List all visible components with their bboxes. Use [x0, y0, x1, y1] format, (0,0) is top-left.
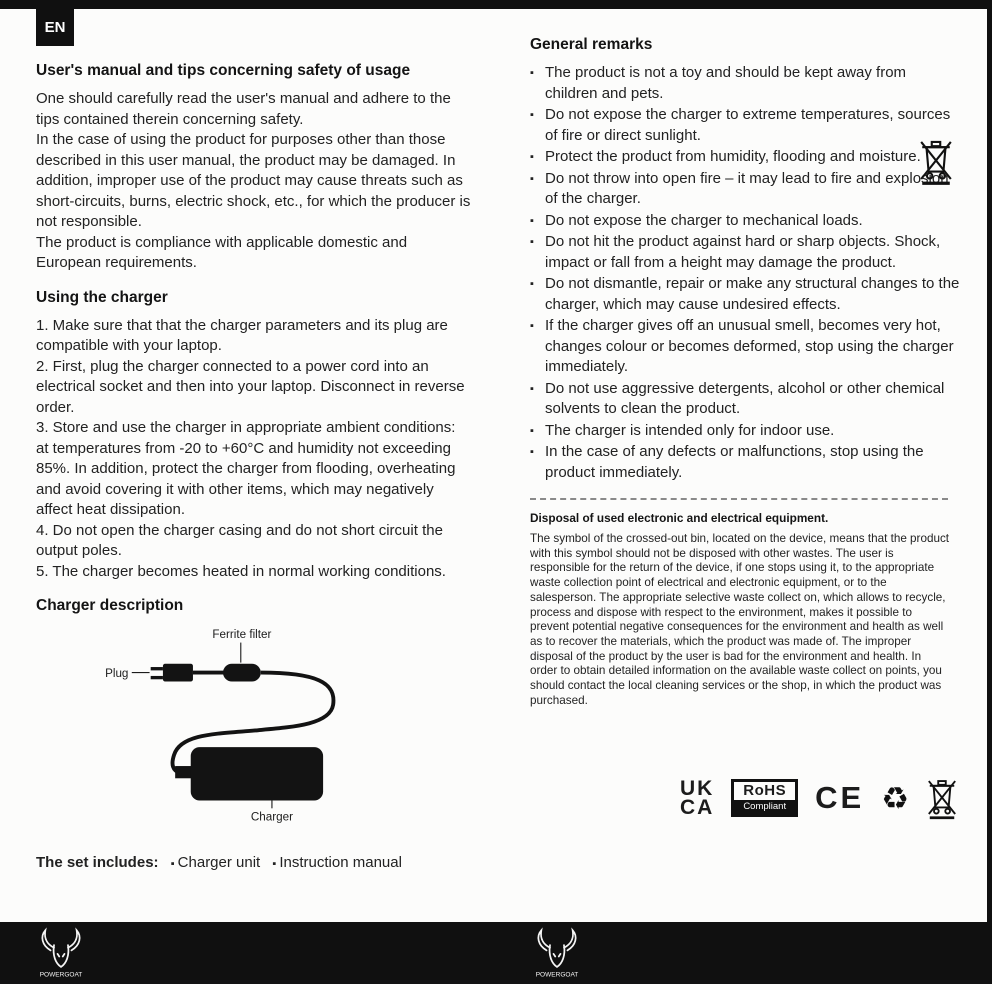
list-item: ▪ Do not expose the charger to extreme temperatures, sources of fire or direct sunlight. [530, 105, 962, 146]
powergoat-logo [530, 926, 584, 980]
list-item: 2. First, plug the charger connected to a power cord into an electrical socket and then into your laptop. Disconnect in reverse order. [36, 357, 465, 416]
list-item: 1. Make sure that that the charger parameters and its plug are compatible with your laptop. [36, 316, 448, 354]
charger-diagram [104, 627, 362, 825]
list-item: ▪ Do not throw into open fire – it may lead to fire and explosion of the charger. [530, 169, 962, 210]
ferrite-filter-label: Ferrite filter [212, 628, 272, 642]
weee-bin-icon [918, 136, 954, 186]
ce-mark: CE [815, 780, 865, 816]
set-includes [36, 853, 472, 875]
heading-using-charger: Using the charger [36, 288, 168, 306]
dashed-divider [530, 498, 948, 500]
heading-general-remarks: General remarks [530, 36, 653, 53]
rohs-mark [731, 779, 798, 817]
heading-usage-safety: User's manual and tips concerning safety of usage [36, 62, 411, 79]
set-includes-label: The set includes: [36, 854, 159, 871]
powergoat-logo [34, 926, 88, 980]
intro-paragraph: The product is compliance with applicable domestic and European requirements. [36, 233, 408, 271]
list-item: ▪ The charger is intended only for indoor use. [530, 421, 962, 442]
list-item: ▪ Do not use aggressive detergents, alcohol or other chemical solvents to clean the product. [530, 379, 962, 420]
list-item: ▪ Protect the product from humidity, flooding and moisture. [530, 147, 962, 168]
right-column [530, 36, 962, 820]
ukca-mark [679, 777, 715, 820]
list-item: ▪ Do not expose the charger to mechanical loads. [530, 211, 962, 232]
list-item: ▪ Do not dismantle, repair or make any structural changes to the charger, which may cause undesired effects. [530, 274, 962, 315]
list-item: ▪ The product is not a toy and should be kept away from children and pets. [530, 63, 962, 104]
left-column [36, 62, 472, 875]
rohs-subtitle: Compliant [734, 800, 795, 814]
footer-bar [0, 922, 992, 984]
ukca-line2: CA [679, 796, 715, 820]
right-border [987, 0, 992, 924]
charger-connector-nub [175, 766, 192, 778]
list-item: 3. Store and use the charger in appropriate ambient conditions: at temperatures from -20 to +60°C and humidity not exceeding 85%. In addition, protect the charger from flooding, overheating and avoid covering it with other items, which may negatively affect heat dissipation. [36, 419, 456, 518]
disposal-heading: Disposal of used electronic and electrical equipment. [530, 511, 829, 525]
rohs-title: RoHS [743, 782, 787, 800]
intro-paragraph: One should carefully read the user's manual and adhere to the tips contained therein concerning safety. [36, 90, 451, 128]
list-item: ▪ Do not hit the product against hard or sharp objects. Shock, impact or fall from a height may damage the product. [530, 232, 962, 273]
plug-shape [151, 664, 193, 682]
ukca-line1: UK [679, 777, 715, 801]
compliance-marks [530, 776, 962, 820]
plug-label: Plug [105, 667, 129, 681]
general-remarks-list [530, 63, 962, 483]
weee-bin-icon [926, 776, 958, 820]
list-item: ▪ In the case of any defects or malfunctions, stop using the product immediately. [530, 442, 962, 483]
charger-label: Charger [250, 810, 293, 824]
list-item: ▪ If the charger gives off an unusual smell, becomes very hot, changes colour or becomes deformed, stop using the charger immediately. [530, 316, 962, 378]
set-includes-item: ▪ Instruction manual [272, 854, 402, 871]
list-item: 5. The charger becomes heated in normal working conditions. [36, 562, 446, 580]
top-border [0, 0, 992, 9]
charger-body-shape [191, 747, 323, 800]
ferrite-filter-shape [223, 664, 261, 682]
brand-text: POWERGOAT [39, 971, 83, 979]
heading-charger-description: Charger description [36, 597, 184, 614]
list-item: 4. Do not open the charger casing and do not short circuit the output poles. [36, 521, 443, 559]
intro-paragraph: In the case of using the product for purposes other than those described in this user manual, the product may be damaged. In addition, improper use of the product may cause threats such as short-circuits, burns, electric shock, etc., for which the producer is not responsible. [36, 131, 471, 230]
disposal-text: The symbol of the crossed-out bin, located on the device, means that the product with this symbol should not be disposed with other wastes. The user is responsible for the return of the device, if one stops using it, to the appropriate waste collection point of electrical and electronic equipment, or to the salesperson. The appropriate selective waste collect on, which allows to recycle, process and dispose with respect to the environment, makes it possible to prevent potential negative consequences for the environment and health as well as to recover the materials, which the product was made of. The improper disposal of the product by the user is bad for the environment and health. In order to obtain detailed information on the available waste collect on points, you should contact the local cleaning services or the shop, in which the product was purchased. [530, 532, 950, 707]
charger-usage-steps [36, 316, 472, 583]
recycle-icon: ♻ [881, 780, 909, 816]
set-includes-item: ▪ Charger unit [171, 854, 261, 871]
brand-text: POWERGOAT [535, 971, 579, 979]
language-badge: EN [36, 8, 74, 46]
